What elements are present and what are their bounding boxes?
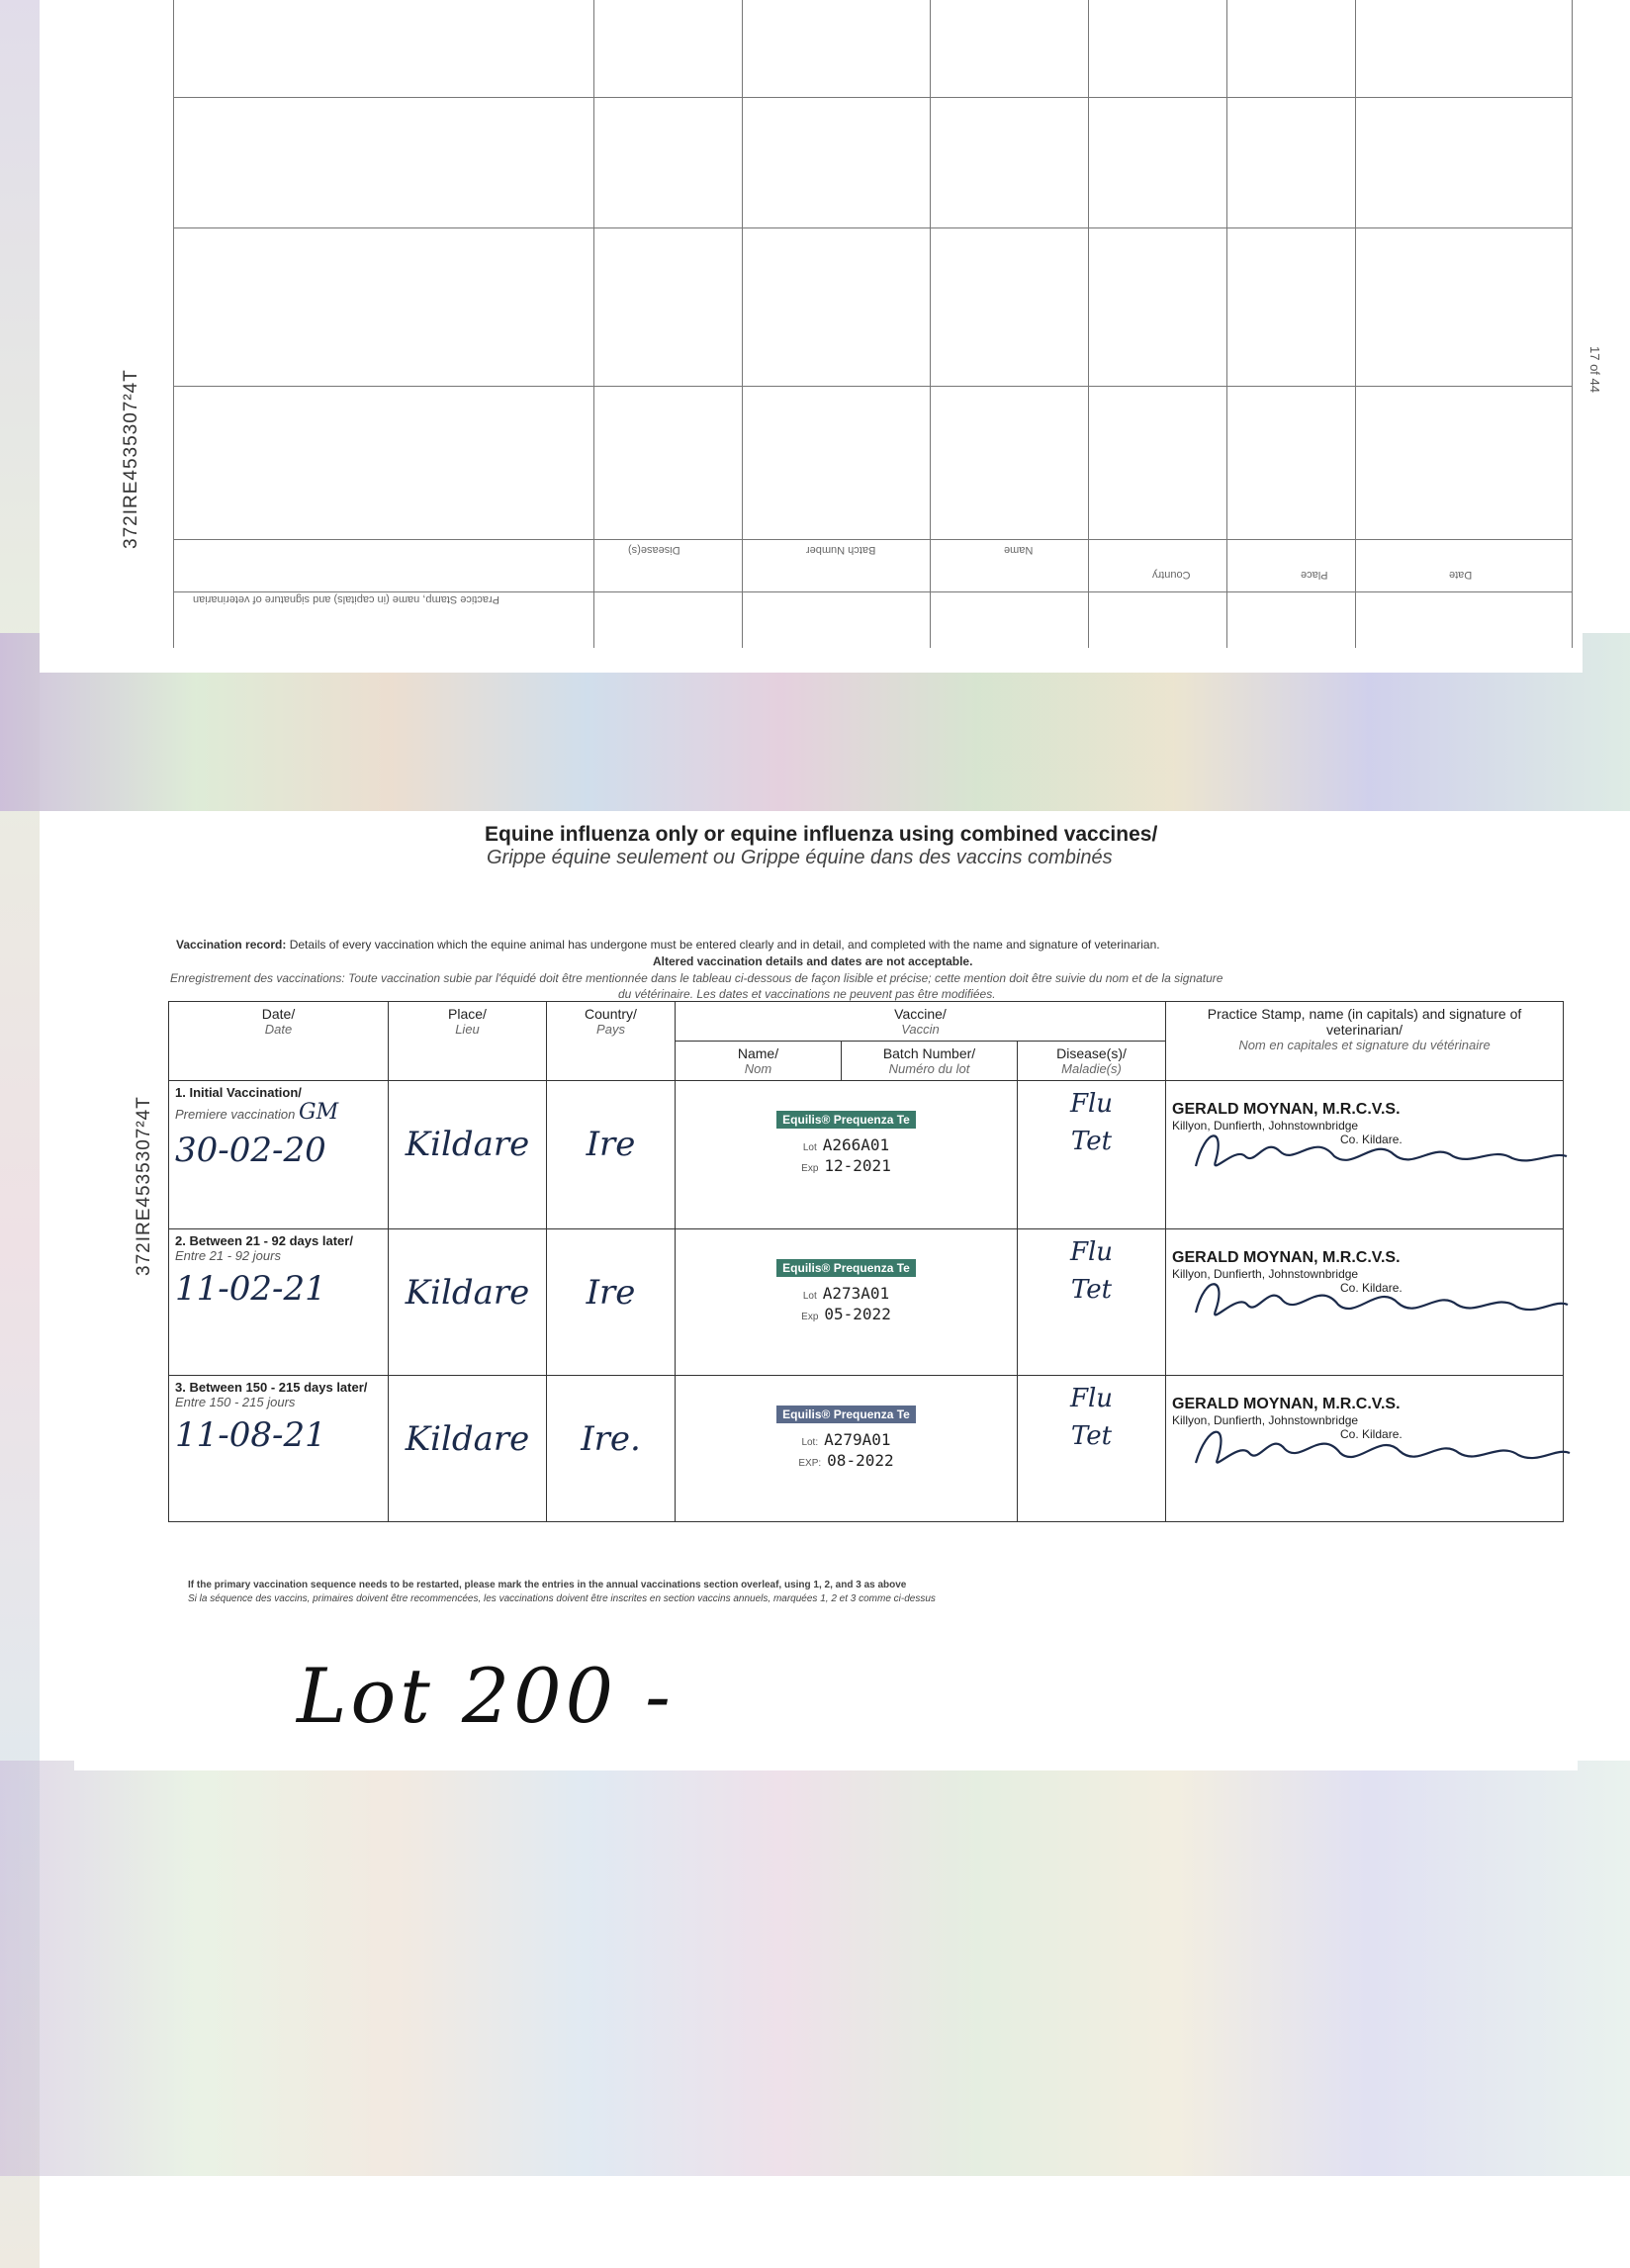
vaccine-sticker: Equilis® Prequenza Te <box>776 1406 916 1423</box>
intro-warning: Altered vaccination details and dates are not acceptable. <box>653 954 973 968</box>
flipped-header: Date <box>1449 569 1473 581</box>
flipped-header: Practice Stamp, name (in capitals) and signature of veterinarian <box>193 593 499 605</box>
col-date: Date/ Date <box>169 1002 389 1081</box>
intro-text <box>176 938 1160 952</box>
col-vaccine: Vaccine/ Vaccin <box>676 1002 1166 1042</box>
flipped-header: Place <box>1301 569 1328 581</box>
page-title: Equine influenza only or equine influenza using combined vaccines/ <box>485 823 1158 846</box>
col-stamp: Practice Stamp, name (in capitals) and signature of veterinarian/ Nom en capitales et signature du vétérinaire <box>1166 1002 1564 1081</box>
country-cell: Ire <box>547 1229 676 1376</box>
table-row <box>169 1081 1564 1229</box>
scan-color-band <box>0 1761 1630 2176</box>
table-row <box>169 1229 1564 1376</box>
intro-fr-2: du vétérinaire. Les dates et vaccinations ne peuvent pas être modifiées. <box>618 987 996 1001</box>
vet-signature <box>1186 1411 1572 1481</box>
vet-name: GERALD MOYNAN, M.R.C.V.S. <box>1172 1249 1401 1266</box>
vet-signature <box>1186 1265 1572 1334</box>
vet-name: GERALD MOYNAN, M.R.C.V.S. <box>1172 1396 1401 1412</box>
document-id-lower: 372IRE4535307²4T <box>134 1096 154 1276</box>
batch-lot: A266A01 <box>822 1135 890 1154</box>
disease-cell: Flu Tet <box>1018 1081 1166 1229</box>
vaccine-sticker: Equilis® Prequenza Te <box>776 1111 916 1129</box>
country-cell: Ire. <box>547 1376 676 1522</box>
disease-cell: Flu Tet <box>1018 1376 1166 1522</box>
row-date-cell: 1. Initial Vaccination/ Premiere vaccination GM 30-02-20 <box>169 1081 389 1229</box>
upper-page <box>40 0 1602 673</box>
flipped-header: Batch Number <box>806 544 876 556</box>
vaccine-sticker-cell: Equilis® Prequenza Te Lot A266A01 Exp 12-2021 <box>676 1081 1018 1229</box>
vet-name: GERALD MOYNAN, M.R.C.V.S. <box>1172 1101 1401 1118</box>
place-cell: Kildare <box>389 1081 547 1229</box>
flipped-header: Disease(s) <box>628 544 680 556</box>
place-cell: Kildare <box>389 1376 547 1522</box>
col-name: Name/ Nom <box>676 1042 842 1081</box>
place-cell: Kildare <box>389 1229 547 1376</box>
row-date-cell: 3. Between 150 - 215 days later/ Entre 150 - 215 jours 11-08-21 <box>169 1376 389 1522</box>
vaccination-date: 30-02-20 <box>175 1131 326 1170</box>
vaccination-date: 11-08-21 <box>175 1415 326 1455</box>
country-cell: Ire <box>547 1081 676 1229</box>
intro-en: Details of every vaccination which the equine animal has undergone must be entered clearly and in detail, and completed with the name and signature of veterinarian. <box>289 938 1160 952</box>
intro-label: Vaccination record: <box>176 938 287 952</box>
footnote-fr: Si la séquence des vaccins, primaires doivent être recommencées, les vaccinations doivent être inscrites en section vaccins annuels, marquées 1, 2 et 3 comme ci-dessus <box>188 1593 936 1604</box>
vaccine-sticker-cell: Equilis® Prequenza Te Lot: A279A01 EXP: 08-2022 <box>676 1376 1018 1522</box>
col-country: Country/ Pays <box>547 1002 676 1081</box>
vet-stamp-cell: GERALD MOYNAN, M.R.C.V.S. Killyon, Dunfierth, Johnstownbridge Co. Kildare. <box>1166 1081 1564 1229</box>
table-header-row <box>169 1002 1564 1042</box>
col-batch: Batch Number/ Numéro du lot <box>842 1042 1018 1081</box>
page-title-fr: Grippe équine seulement ou Grippe équine dans des vaccins combinés <box>487 847 1113 868</box>
vet-stamp-cell: GERALD MOYNAN, M.R.C.V.S. Killyon, Dunfierth, Johnstownbridge Co. Kildare. <box>1166 1376 1564 1522</box>
vaccine-sticker: Equilis® Prequenza Te <box>776 1259 916 1277</box>
intro-fr: Enregistrement des vaccinations: Toute vaccination subie par l'équidé doit être mentionnée dans le tableau ci-dessous de façon lisible et précise; cette mention doit être suivie du nom et de la signature <box>170 971 1223 985</box>
page-number: 17 of 44 <box>1587 346 1602 393</box>
flipped-header: Name <box>1004 544 1034 556</box>
vet-stamp-cell: GERALD MOYNAN, M.R.C.V.S. Killyon, Dunfierth, Johnstownbridge Co. Kildare. <box>1166 1229 1564 1376</box>
batch-exp: 12-2021 <box>824 1156 891 1175</box>
upper-page-table <box>173 0 1573 648</box>
batch-exp: 08-2022 <box>827 1451 894 1470</box>
flipped-header: Country <box>1152 569 1191 581</box>
col-place: Place/ Lieu <box>389 1002 547 1081</box>
table-row <box>169 1376 1564 1522</box>
handwritten-lot-note: Lot 200 - <box>297 1652 675 1740</box>
batch-exp: 05-2022 <box>824 1305 891 1323</box>
vaccination-table <box>168 1001 1564 1522</box>
batch-lot: A273A01 <box>822 1284 890 1303</box>
vaccine-sticker-cell: Equilis® Prequenza Te Lot A273A01 Exp 05-2022 <box>676 1229 1018 1376</box>
col-disease: Disease(s)/ Maladie(s) <box>1018 1042 1166 1081</box>
vaccination-date: 11-02-21 <box>175 1269 326 1309</box>
document-id-upper: 372IRE4535307²4T <box>121 369 141 549</box>
footnote-en: If the primary vaccination sequence needs to be restarted, please mark the entries in the annual vaccinations section overleaf, using 1, 2, and 3 as above <box>188 1580 907 1590</box>
row-date-cell: 2. Between 21 - 92 days later/ Entre 21 - 92 jours 11-02-21 <box>169 1229 389 1376</box>
batch-lot: A279A01 <box>824 1430 891 1449</box>
disease-cell: Flu Tet <box>1018 1229 1166 1376</box>
vet-signature <box>1186 1117 1572 1186</box>
